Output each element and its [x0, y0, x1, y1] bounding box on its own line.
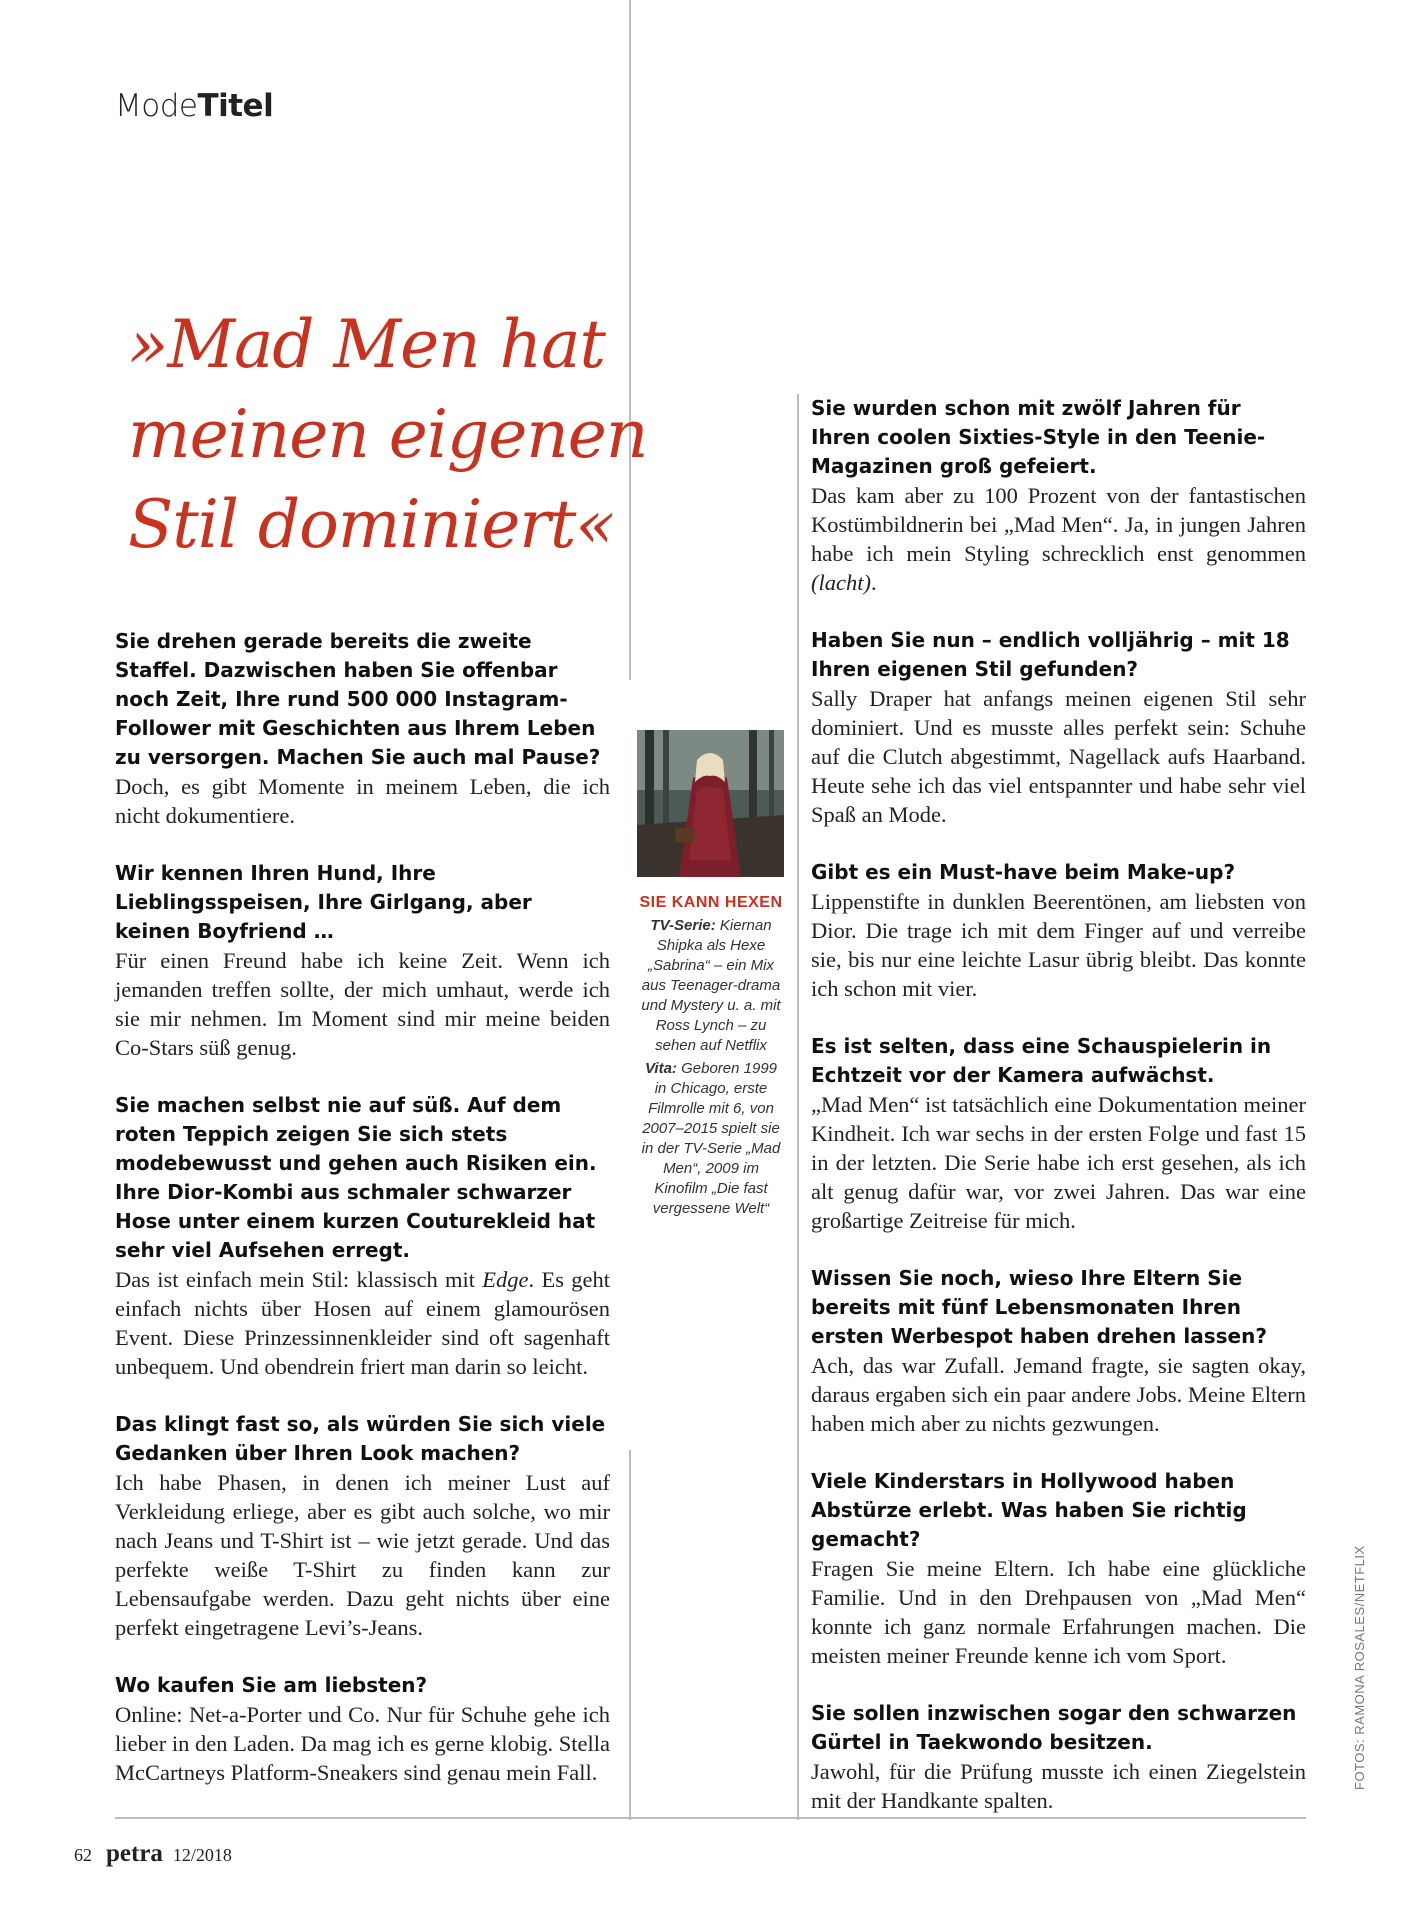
question: Sie wurden schon mit zwölf Jahren für Ihren coolen Sixties-Style in den Teenie-Magazinen groß gefeiert. [811, 396, 1266, 478]
sidebar-tv-text: Kiernan Shipka als Hexe „Sabrina“ – ein Mix aus Teenager-drama und Mystery u. a. mit Ross Lynch – zu sehen auf Netflix [641, 917, 781, 1054]
question: Wo kaufen Sie am liebsten? [115, 1673, 428, 1697]
question: Haben Sie nun – endlich volljährig – mit 18 Ihren eigenen Stil gefunden? [811, 628, 1290, 681]
question: Sie machen selbst nie auf süß. Auf dem roten Teppich zeigen Sie sich stets modebewusst und gehen auch Risiken ein. Ihre Dior-Kombi aus schmaler schwarzer Hose unter einem kurzen Couturekleid hat sehr viel Aufsehen erregt. [115, 1093, 597, 1262]
interview-column-left [115, 627, 610, 1787]
question: Sie sollen inzwischen sogar den schwarzen Gürtel in Taekwondo besitzen. [811, 1701, 1297, 1754]
interview-column-right [811, 394, 1306, 1815]
sidebar-vita [638, 1059, 784, 1219]
answer [115, 1265, 610, 1381]
issue-number: 12/2018 [172, 1845, 232, 1865]
answer-text: Das kam aber zu 100 Prozent von der fantastischen Kostümbildnerin bei „Mad Men“. Ja, in jungen Jahren habe ich mein Styling schrecklich enst genommen [811, 483, 1306, 566]
question: Das klingt fast so, als würden Sie sich viele Gedanken über Ihren Look machen? [115, 1412, 606, 1465]
answer: Sally Draper hat anfangs meinen eigenen Stil sehr dominiert. Und es musste alles perfekt sein: Schuhe auf die Clutch abgestimmt, Nagellack aufs Haarband. Heute sehe ich das viel entspannter und habe sehr viel Spaß an Mode. [811, 686, 1306, 827]
info-sidebar [638, 893, 784, 1219]
question: Es ist selten, dass eine Schauspielerin in Echtzeit vor der Kamera aufwächst. [811, 1034, 1272, 1087]
page-footer [74, 1840, 232, 1868]
question: Sie drehen gerade bereits die zweite Staffel. Dazwischen haben Sie offenbar noch Zeit, Ihre rund 500 000 Instagram-Follower mit Geschichten aus Ihrem Leben zu versorgen. Machen Sie auch mal Pause? [115, 629, 601, 769]
answer-emphasis: (lacht) [811, 570, 871, 595]
column-divider-right [797, 394, 799, 1820]
sidebar-title: SIE KANN HEXEN [639, 894, 783, 911]
headline-quote [128, 300, 648, 570]
sidebar-tv-label: TV-Serie: [650, 917, 716, 934]
section-rubric [115, 88, 273, 124]
headline-line: Stil dominiert« [128, 486, 615, 563]
answer [811, 481, 1306, 597]
rubric-light: Mode [115, 88, 198, 124]
headline-line: meinen eigenen [128, 396, 648, 473]
answer: Ach, das war Zufall. Jemand fragte, sie sagten okay, daraus ergaben sich ein paar andere Jobs. Meine Eltern haben mich aber zu nichts gezwungen. [811, 1353, 1307, 1436]
answer: „Mad Men“ ist tatsächlich eine Dokumentation meiner Kindheit. Ich war sechs in der ersten Folge und fast 15 in der letzten. Die Serie habe ich erst gesehen, als ich alt genug dafür war, vor zwei Jahren. Das war eine großartige Zeitreise für mich. [811, 1092, 1306, 1233]
answer-text: . [870, 570, 877, 595]
answer: Online: Net-a-Porter und Co. Nur für Schuhe gehe ich lieber in den Laden. Da mag ich es gerne klobig. Stella McCartneys Platform-Sneakers sind genau mein Fall. [115, 1702, 610, 1785]
question: Gibt es ein Must-have beim Make-up? [811, 860, 1236, 884]
photo-illustration [637, 730, 784, 877]
answer: Für einen Freund habe ich keine Zeit. Wenn ich jemanden treffen sollte, der mich umhaut, werde ich sie mir nehmen. Im Moment sind mir meine beiden Co-Stars süß genug. [115, 948, 610, 1060]
page-number: 62 [74, 1845, 92, 1865]
sidebar-vita-text: Geboren 1999 in Chicago, erste Filmrolle mit 6, von 2007–2015 spielt sie in der TV-Serie „Mad Men“, 2009 im Kinofilm „Die fast vergessene Welt“ [641, 1060, 781, 1217]
column-divider-left [629, 1450, 631, 1820]
answer: Ich habe Phasen, in denen ich meiner Lust auf Verkleidung erliege, aber es gibt auch solche, wo mir nach Jeans und T-Shirt ist – wie jetzt gerade. Und das perfekte weiße T-Shirt zu finden kann zur Lebensaufgabe werden. Dazu geht nichts über eine perfekt eingetragene Levi’s-Jeans. [115, 1470, 610, 1640]
answer: Fragen Sie meine Eltern. Ich habe eine glückliche Familie. Und in den Drehpausen von „Mad Men“ konnte ich ganz normale Erfahrungen machen. Die meisten meiner Freunde kenne ich vom Sport. [811, 1556, 1306, 1668]
photo-credit: FOTOS: RAMONA ROSALES/NETFLIX [1352, 1545, 1367, 1790]
answer-text: Das ist einfach mein Stil: klassisch mit [115, 1267, 483, 1292]
question: Wissen Sie noch, wieso Ihre Eltern Sie bereits mit fünf Lebensmonaten Ihren ersten Werbespot haben drehen lassen? [811, 1266, 1267, 1348]
footer-rule [115, 1817, 1306, 1819]
sabrina-photo [637, 730, 784, 877]
answer: Lippenstifte in dunklen Beerentönen, am liebsten von Dior. Die trage ich mit dem Finger auf und verreibe sie, bis nur eine leichte Lasur übrig bleibt. Das konnte ich schon mit vier. [811, 889, 1306, 1001]
rubric-bold: Titel [197, 88, 274, 124]
answer: Jawohl, für die Prüfung musste ich einen Ziegelstein mit der Handkante spalten. [811, 1759, 1306, 1813]
answer-emphasis: Edge [482, 1267, 529, 1292]
magazine-brand: petra [106, 1840, 163, 1867]
sidebar-tv [638, 916, 784, 1056]
answer: Doch, es gibt Momente in meinem Leben, die ich nicht dokumentiere. [115, 774, 610, 828]
answer-text: . Es geht einfach nichts über Hosen auf einem glamourösen Event. Diese Prinzessinnenkleider sind oft sagenhaft unbequem. Und obendrein friert man darin so leicht. [115, 1267, 610, 1379]
headline-line: »Mad Men hat [128, 306, 606, 383]
sidebar-vita-label: Vita: [644, 1060, 677, 1077]
question: Wir kennen Ihren Hund, Ihre Lieblingsspeisen, Ihre Girlgang, aber keinen Boyfriend … [115, 861, 532, 943]
question: Viele Kinderstars in Hollywood haben Abstürze erlebt. Was haben Sie richtig gemacht? [811, 1469, 1247, 1551]
